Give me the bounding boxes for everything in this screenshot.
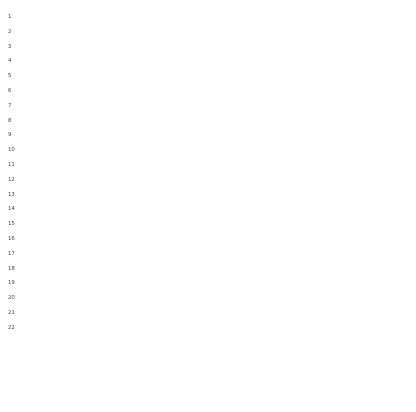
footnote-number: 3 xyxy=(8,43,12,50)
footnote-number: 1 xyxy=(8,14,12,20)
footnote-item xyxy=(8,264,406,276)
footnote-item xyxy=(8,249,406,261)
footnote-number: 10 xyxy=(8,147,15,154)
footnote-number: 11 xyxy=(8,161,15,168)
footnote-number: 18 xyxy=(8,265,15,272)
footnote-item xyxy=(8,12,406,24)
footnote-item xyxy=(8,204,406,216)
footnote-number: 17 xyxy=(8,250,15,257)
footnote-number: 9 xyxy=(8,132,12,139)
footnote-item xyxy=(8,71,406,83)
footnote-item xyxy=(8,293,406,305)
footnote-item xyxy=(8,323,406,335)
footnote-item xyxy=(8,86,406,98)
footnote-number: 7 xyxy=(8,102,12,109)
footnote-number: 20 xyxy=(8,295,15,302)
footnote-number: 19 xyxy=(8,280,15,287)
footnote-number: 12 xyxy=(8,176,15,183)
footnote-number: 8 xyxy=(8,117,12,124)
footnote-item xyxy=(8,175,406,187)
footnote-item xyxy=(8,56,406,68)
footnote-item xyxy=(8,145,406,157)
footnote-number: 5 xyxy=(8,73,12,80)
footnote-item xyxy=(8,160,406,172)
footnote-number: 22 xyxy=(8,324,15,331)
footnote-number: 4 xyxy=(8,58,12,65)
footnote-number: 13 xyxy=(8,191,15,198)
footnote-item xyxy=(8,234,406,246)
footnote-number: 6 xyxy=(8,87,12,94)
footnote-item xyxy=(8,278,406,290)
footnote-item xyxy=(8,130,406,142)
footnote-number: 16 xyxy=(8,235,15,242)
footnote-number: 21 xyxy=(8,309,15,316)
footnote-item xyxy=(8,42,406,54)
footnote-item xyxy=(8,308,406,320)
footnote-number: 15 xyxy=(8,221,15,228)
footnote-item xyxy=(8,219,406,231)
footnote-number: 2 xyxy=(8,28,12,35)
footnote-item xyxy=(8,101,406,113)
footnote-item xyxy=(8,190,406,202)
footnote-item xyxy=(8,27,406,39)
footnote-item xyxy=(8,116,406,128)
footnote-number: 14 xyxy=(8,206,15,213)
